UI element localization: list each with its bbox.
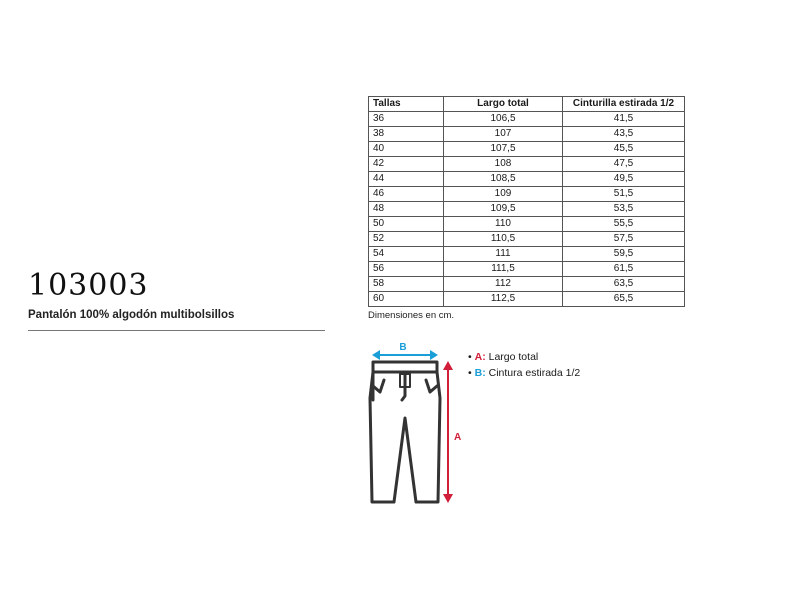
cell-size: 44 <box>369 172 444 187</box>
b-label: B <box>399 342 407 353</box>
dimensions-note: Dimensiones en cm. <box>368 310 455 321</box>
cell-size: 36 <box>369 112 444 127</box>
cell-size: 58 <box>369 277 444 292</box>
cell-waist: 45,5 <box>563 142 685 157</box>
cell-size: 56 <box>369 262 444 277</box>
cell-length: 108,5 <box>444 172 563 187</box>
a-arrow <box>443 361 453 503</box>
cell-length: 109,5 <box>444 202 563 217</box>
a-label: A <box>454 432 462 443</box>
table-row <box>369 172 685 187</box>
cell-length: 108 <box>444 157 563 172</box>
cell-size: 48 <box>369 202 444 217</box>
table-row <box>369 142 685 157</box>
cell-size: 54 <box>369 247 444 262</box>
size-table <box>368 96 685 307</box>
legend-text-b: Cintura estirada 1/2 <box>485 367 581 379</box>
header-cinturilla: Cinturilla estirada 1/2 <box>563 97 685 112</box>
legend-letter-b: B: <box>474 367 486 379</box>
cell-waist: 47,5 <box>563 157 685 172</box>
cell-waist: 53,5 <box>563 202 685 217</box>
cell-size: 60 <box>369 292 444 307</box>
table-row <box>369 247 685 262</box>
cell-size: 38 <box>369 127 444 142</box>
cell-waist: 55,5 <box>563 217 685 232</box>
cell-length: 112 <box>444 277 563 292</box>
cell-waist: 57,5 <box>563 232 685 247</box>
legend-bullet: • <box>468 367 472 379</box>
cell-length: 112,5 <box>444 292 563 307</box>
product-code: 103003 <box>28 268 149 303</box>
product-name: Pantalón 100% algodón multibolsillos <box>28 309 235 321</box>
cell-waist: 61,5 <box>563 262 685 277</box>
cell-waist: 63,5 <box>563 277 685 292</box>
table-row <box>369 217 685 232</box>
cell-waist: 49,5 <box>563 172 685 187</box>
cell-length: 111 <box>444 247 563 262</box>
cell-size: 50 <box>369 217 444 232</box>
table-row <box>369 112 685 127</box>
cell-length: 110,5 <box>444 232 563 247</box>
table-row <box>369 262 685 277</box>
cell-size: 40 <box>369 142 444 157</box>
pants-diagram <box>360 340 470 515</box>
legend-bullet: • <box>468 351 472 363</box>
legend-text-a: Largo total <box>485 351 539 363</box>
cell-size: 46 <box>369 187 444 202</box>
legend-item-a <box>468 349 580 365</box>
cell-length: 111,5 <box>444 262 563 277</box>
table-row <box>369 232 685 247</box>
cell-waist: 41,5 <box>563 112 685 127</box>
legend <box>468 349 580 381</box>
cell-size: 42 <box>369 157 444 172</box>
legend-letter-a: A: <box>474 351 486 363</box>
table-row <box>369 187 685 202</box>
cell-waist: 59,5 <box>563 247 685 262</box>
legend-item-b <box>468 365 580 381</box>
cell-length: 109 <box>444 187 563 202</box>
table-row <box>369 157 685 172</box>
table-row <box>369 202 685 217</box>
cell-waist: 65,5 <box>563 292 685 307</box>
cell-length: 110 <box>444 217 563 232</box>
table-row <box>369 292 685 307</box>
cell-length: 107 <box>444 127 563 142</box>
pants-outline-icon <box>370 362 440 502</box>
header-tallas: Tallas <box>369 97 444 112</box>
table-body <box>369 112 685 307</box>
cell-waist: 43,5 <box>563 127 685 142</box>
table-row <box>369 127 685 142</box>
table-header-row <box>369 97 685 112</box>
cell-length: 106,5 <box>444 112 563 127</box>
divider <box>28 330 325 331</box>
cell-length: 107,5 <box>444 142 563 157</box>
header-largo-total: Largo total <box>444 97 563 112</box>
cell-size: 52 <box>369 232 444 247</box>
table-row <box>369 277 685 292</box>
cell-waist: 51,5 <box>563 187 685 202</box>
